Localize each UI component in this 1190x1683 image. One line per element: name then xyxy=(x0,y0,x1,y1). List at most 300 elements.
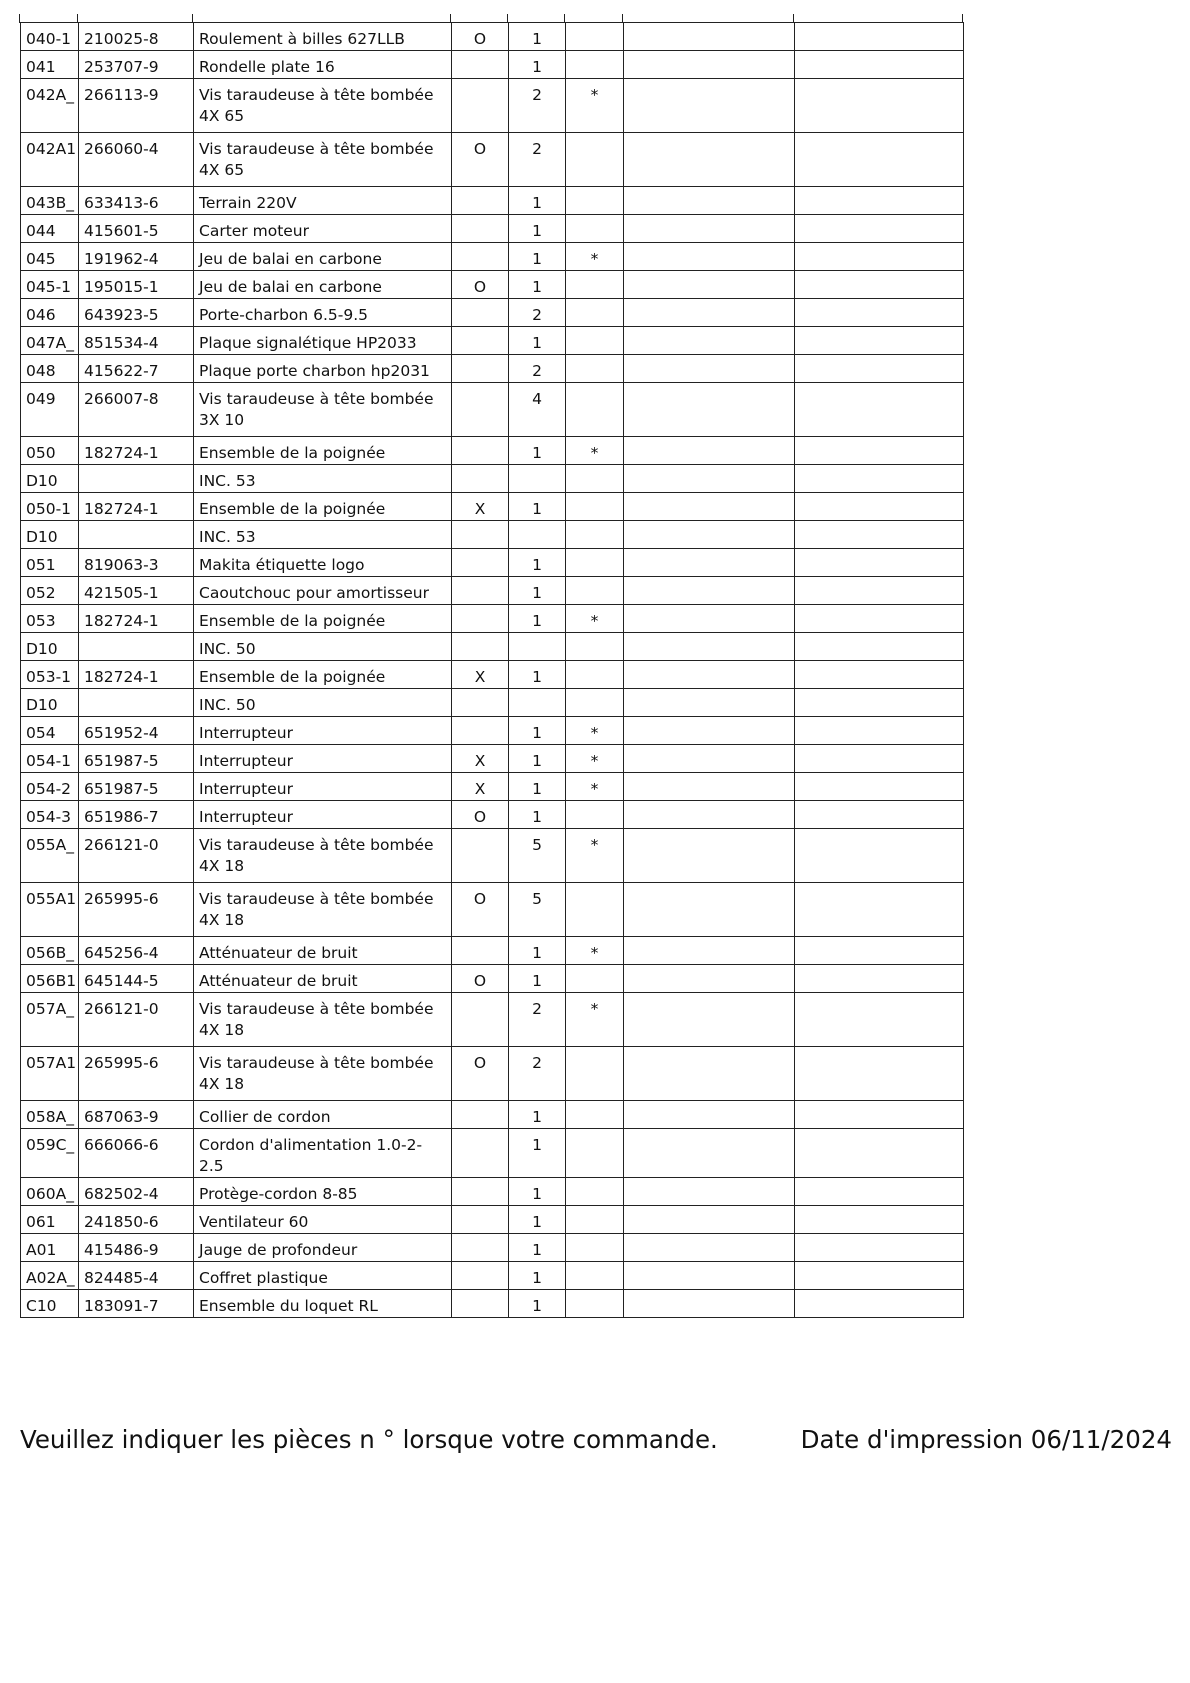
description-cell: Ensemble de la poignée xyxy=(194,493,452,521)
part-number-cell: 191962-4 xyxy=(79,243,194,271)
description-cell: Coffret plastique xyxy=(194,1262,452,1290)
blank-cell xyxy=(795,1101,964,1129)
mark-cell xyxy=(452,355,509,383)
note-cell xyxy=(566,521,624,549)
blank-cell xyxy=(795,271,964,299)
part-number-cell: 183091-7 xyxy=(79,1290,194,1318)
quantity-cell: 1 xyxy=(509,1262,566,1290)
table-row xyxy=(21,745,964,773)
description-cell: Vis taraudeuse à tête bombée 3X 10 xyxy=(194,383,452,437)
note-cell xyxy=(566,51,624,79)
blank-cell xyxy=(795,993,964,1047)
item-number-cell: 056B_ xyxy=(21,937,79,965)
blank-cell xyxy=(624,745,795,773)
blank-cell xyxy=(795,605,964,633)
table-row xyxy=(21,133,964,187)
note-cell xyxy=(566,661,624,689)
part-number-cell: 182724-1 xyxy=(79,661,194,689)
note-cell: * xyxy=(566,773,624,801)
quantity-cell xyxy=(509,633,566,661)
column-continuation-tick xyxy=(19,14,20,23)
note-cell xyxy=(566,271,624,299)
description-cell: Plaque signalétique HP2033 xyxy=(194,327,452,355)
blank-cell xyxy=(795,689,964,717)
blank-cell xyxy=(624,993,795,1047)
mark-cell: O xyxy=(452,133,509,187)
blank-cell xyxy=(795,465,964,493)
blank-cell xyxy=(795,745,964,773)
description-cell: Vis taraudeuse à tête bombée 4X 65 xyxy=(194,133,452,187)
blank-cell xyxy=(795,883,964,937)
blank-cell xyxy=(795,1234,964,1262)
description-cell: Ensemble de la poignée xyxy=(194,437,452,465)
note-cell: * xyxy=(566,605,624,633)
item-number-cell: 058A_ xyxy=(21,1101,79,1129)
note-cell xyxy=(566,965,624,993)
description-cell: Vis taraudeuse à tête bombée 4X 18 xyxy=(194,993,452,1047)
note-cell xyxy=(566,1101,624,1129)
mark-cell xyxy=(452,51,509,79)
item-number-cell: 053 xyxy=(21,605,79,633)
part-number-cell: 266060-4 xyxy=(79,133,194,187)
blank-cell xyxy=(624,327,795,355)
mark-cell: O xyxy=(452,965,509,993)
note-cell xyxy=(566,1206,624,1234)
blank-cell xyxy=(795,1047,964,1101)
parts-list-sheet xyxy=(20,22,964,1318)
note-cell xyxy=(566,1178,624,1206)
mark-cell xyxy=(452,383,509,437)
mark-cell xyxy=(452,993,509,1047)
description-cell: Interrupteur xyxy=(194,773,452,801)
part-number-cell: 182724-1 xyxy=(79,605,194,633)
part-number-cell: 645256-4 xyxy=(79,937,194,965)
blank-cell xyxy=(795,215,964,243)
table-row xyxy=(21,965,964,993)
blank-cell xyxy=(624,1206,795,1234)
description-cell: Porte-charbon 6.5-9.5 xyxy=(194,299,452,327)
quantity-cell: 2 xyxy=(509,299,566,327)
note-cell xyxy=(566,299,624,327)
column-continuation-tick xyxy=(564,14,565,23)
table-row xyxy=(21,801,964,829)
item-number-cell: 050-1 xyxy=(21,493,79,521)
item-number-cell: 055A1 xyxy=(21,883,79,937)
table-row xyxy=(21,187,964,215)
blank-cell xyxy=(624,383,795,437)
blank-cell xyxy=(624,271,795,299)
table-row xyxy=(21,243,964,271)
item-number-cell: 060A_ xyxy=(21,1178,79,1206)
part-number-cell: 210025-8 xyxy=(79,23,194,51)
mark-cell xyxy=(452,437,509,465)
table-row xyxy=(21,717,964,745)
quantity-cell: 1 xyxy=(509,1129,566,1178)
table-row xyxy=(21,1178,964,1206)
blank-cell xyxy=(795,187,964,215)
blank-cell xyxy=(795,437,964,465)
part-number-cell: 819063-3 xyxy=(79,549,194,577)
part-number-cell: 851534-4 xyxy=(79,327,194,355)
blank-cell xyxy=(795,133,964,187)
item-number-cell: 050 xyxy=(21,437,79,465)
quantity-cell: 1 xyxy=(509,1101,566,1129)
blank-cell xyxy=(795,633,964,661)
description-cell: Rondelle plate 16 xyxy=(194,51,452,79)
blank-cell xyxy=(795,549,964,577)
note-cell xyxy=(566,215,624,243)
blank-cell xyxy=(624,299,795,327)
description-cell: Vis taraudeuse à tête bombée 4X 65 xyxy=(194,79,452,133)
item-number-cell: 054-1 xyxy=(21,745,79,773)
column-continuation-tick xyxy=(450,14,451,23)
description-cell: Caoutchouc pour amortisseur xyxy=(194,577,452,605)
part-number-cell: 415601-5 xyxy=(79,215,194,243)
blank-cell xyxy=(624,51,795,79)
description-cell: Ensemble du loquet RL xyxy=(194,1290,452,1318)
description-cell: Vis taraudeuse à tête bombée 4X 18 xyxy=(194,883,452,937)
item-number-cell: 057A1 xyxy=(21,1047,79,1101)
note-cell: * xyxy=(566,745,624,773)
note-cell xyxy=(566,549,624,577)
item-number-cell: 045-1 xyxy=(21,271,79,299)
part-number-cell: 651987-5 xyxy=(79,745,194,773)
mark-cell xyxy=(452,1234,509,1262)
quantity-cell: 1 xyxy=(509,23,566,51)
note-cell: * xyxy=(566,829,624,883)
table-row xyxy=(21,23,964,51)
table-row xyxy=(21,993,964,1047)
blank-cell xyxy=(624,465,795,493)
part-number-cell: 266007-8 xyxy=(79,383,194,437)
item-number-cell: D10 xyxy=(21,465,79,493)
mark-cell xyxy=(452,577,509,605)
table-row xyxy=(21,661,964,689)
blank-cell xyxy=(795,773,964,801)
part-number-cell: 195015-1 xyxy=(79,271,194,299)
item-number-cell: D10 xyxy=(21,689,79,717)
table-row xyxy=(21,327,964,355)
quantity-cell: 1 xyxy=(509,1290,566,1318)
quantity-cell xyxy=(509,521,566,549)
table-row xyxy=(21,79,964,133)
blank-cell xyxy=(795,829,964,883)
note-cell: * xyxy=(566,437,624,465)
part-number-cell: 687063-9 xyxy=(79,1101,194,1129)
quantity-cell: 1 xyxy=(509,773,566,801)
blank-cell xyxy=(624,605,795,633)
description-cell: Vis taraudeuse à tête bombée 4X 18 xyxy=(194,829,452,883)
mark-cell xyxy=(452,1290,509,1318)
print-date: Date d'impression 06/11/2024 xyxy=(800,1425,1172,1454)
part-number-cell: 265995-6 xyxy=(79,883,194,937)
table-row xyxy=(21,1047,964,1101)
note-cell xyxy=(566,1129,624,1178)
part-number-cell: 651952-4 xyxy=(79,717,194,745)
table-row xyxy=(21,1101,964,1129)
table-row xyxy=(21,1206,964,1234)
item-number-cell: D10 xyxy=(21,521,79,549)
table-row xyxy=(21,521,964,549)
description-cell: Jeu de balai en carbone xyxy=(194,271,452,299)
mark-cell xyxy=(452,1101,509,1129)
mark-cell xyxy=(452,549,509,577)
description-cell: Jauge de profondeur xyxy=(194,1234,452,1262)
blank-cell xyxy=(624,773,795,801)
mark-cell xyxy=(452,937,509,965)
item-number-cell: 054-2 xyxy=(21,773,79,801)
mark-cell: X xyxy=(452,745,509,773)
mark-cell xyxy=(452,215,509,243)
table-row xyxy=(21,577,964,605)
blank-cell xyxy=(624,801,795,829)
part-number-cell: 265995-6 xyxy=(79,1047,194,1101)
item-number-cell: 041 xyxy=(21,51,79,79)
description-cell: INC. 50 xyxy=(194,689,452,717)
part-number-cell xyxy=(79,521,194,549)
blank-cell xyxy=(795,661,964,689)
mark-cell xyxy=(452,1206,509,1234)
description-cell: Ventilateur 60 xyxy=(194,1206,452,1234)
blank-cell xyxy=(795,577,964,605)
note-cell xyxy=(566,383,624,437)
quantity-cell: 2 xyxy=(509,133,566,187)
quantity-cell: 1 xyxy=(509,937,566,965)
item-number-cell: 045 xyxy=(21,243,79,271)
mark-cell xyxy=(452,187,509,215)
table-row xyxy=(21,299,964,327)
description-cell: Plaque porte charbon hp2031 xyxy=(194,355,452,383)
mark-cell xyxy=(452,689,509,717)
blank-cell xyxy=(624,133,795,187)
table-row xyxy=(21,1290,964,1318)
column-continuation-tick xyxy=(962,14,963,23)
quantity-cell: 2 xyxy=(509,355,566,383)
description-cell: Interrupteur xyxy=(194,745,452,773)
part-number-cell: 633413-6 xyxy=(79,187,194,215)
mark-cell xyxy=(452,465,509,493)
item-number-cell: 040-1 xyxy=(21,23,79,51)
blank-cell xyxy=(795,383,964,437)
part-number-cell xyxy=(79,633,194,661)
table-row xyxy=(21,1129,964,1178)
blank-cell xyxy=(624,23,795,51)
quantity-cell: 1 xyxy=(509,1178,566,1206)
quantity-cell: 2 xyxy=(509,1047,566,1101)
item-number-cell: 043B_ xyxy=(21,187,79,215)
mark-cell xyxy=(452,1178,509,1206)
table-row xyxy=(21,633,964,661)
mark-cell: X xyxy=(452,661,509,689)
description-cell: INC. 50 xyxy=(194,633,452,661)
blank-cell xyxy=(795,1178,964,1206)
blank-cell xyxy=(795,521,964,549)
part-number-cell: 182724-1 xyxy=(79,493,194,521)
description-cell: Terrain 220V xyxy=(194,187,452,215)
item-number-cell: A01 xyxy=(21,1234,79,1262)
quantity-cell: 1 xyxy=(509,1206,566,1234)
blank-cell xyxy=(795,1262,964,1290)
item-number-cell: A02A_ xyxy=(21,1262,79,1290)
blank-cell xyxy=(624,1262,795,1290)
part-number-cell xyxy=(79,465,194,493)
mark-cell xyxy=(452,521,509,549)
quantity-cell: 1 xyxy=(509,437,566,465)
item-number-cell: 049 xyxy=(21,383,79,437)
description-cell: Atténuateur de bruit xyxy=(194,937,452,965)
note-cell xyxy=(566,493,624,521)
table-row xyxy=(21,605,964,633)
blank-cell xyxy=(624,577,795,605)
note-cell xyxy=(566,465,624,493)
quantity-cell: 1 xyxy=(509,717,566,745)
table-row xyxy=(21,549,964,577)
quantity-cell xyxy=(509,689,566,717)
blank-cell xyxy=(795,79,964,133)
table-row xyxy=(21,51,964,79)
description-cell: Interrupteur xyxy=(194,717,452,745)
item-number-cell: 054 xyxy=(21,717,79,745)
blank-cell xyxy=(624,79,795,133)
part-number-cell: 182724-1 xyxy=(79,437,194,465)
note-cell xyxy=(566,23,624,51)
blank-cell xyxy=(624,549,795,577)
quantity-cell: 1 xyxy=(509,327,566,355)
description-cell: INC. 53 xyxy=(194,521,452,549)
quantity-cell: 1 xyxy=(509,271,566,299)
blank-cell xyxy=(624,521,795,549)
note-cell xyxy=(566,355,624,383)
blank-cell xyxy=(795,51,964,79)
table-row xyxy=(21,465,964,493)
item-number-cell: 055A_ xyxy=(21,829,79,883)
note-cell xyxy=(566,633,624,661)
part-number-cell: 643923-5 xyxy=(79,299,194,327)
note-cell xyxy=(566,327,624,355)
quantity-cell: 1 xyxy=(509,965,566,993)
blank-cell xyxy=(624,187,795,215)
note-cell: * xyxy=(566,243,624,271)
part-number-cell: 645144-5 xyxy=(79,965,194,993)
item-number-cell: 052 xyxy=(21,577,79,605)
blank-cell xyxy=(624,717,795,745)
blank-cell xyxy=(624,1101,795,1129)
item-number-cell: 056B1 xyxy=(21,965,79,993)
parts-table xyxy=(20,22,964,1318)
mark-cell xyxy=(452,299,509,327)
mark-cell: X xyxy=(452,493,509,521)
blank-cell xyxy=(624,937,795,965)
quantity-cell: 2 xyxy=(509,79,566,133)
blank-cell xyxy=(624,355,795,383)
part-number-cell: 266121-0 xyxy=(79,993,194,1047)
mark-cell xyxy=(452,717,509,745)
blank-cell xyxy=(795,965,964,993)
blank-cell xyxy=(795,327,964,355)
note-cell: * xyxy=(566,79,624,133)
note-cell xyxy=(566,1234,624,1262)
table-row xyxy=(21,1262,964,1290)
part-number-cell: 666066-6 xyxy=(79,1129,194,1178)
blank-cell xyxy=(795,1290,964,1318)
part-number-cell: 253707-9 xyxy=(79,51,194,79)
description-cell: Cordon d'alimentation 1.0-2-2.5 xyxy=(194,1129,452,1178)
item-number-cell: 059C_ xyxy=(21,1129,79,1178)
blank-cell xyxy=(795,493,964,521)
column-continuation-tick xyxy=(622,14,623,23)
mark-cell xyxy=(452,327,509,355)
blank-cell xyxy=(795,355,964,383)
item-number-cell: C10 xyxy=(21,1290,79,1318)
quantity-cell: 5 xyxy=(509,829,566,883)
blank-cell xyxy=(624,633,795,661)
table-row xyxy=(21,829,964,883)
note-cell: * xyxy=(566,717,624,745)
quantity-cell: 2 xyxy=(509,993,566,1047)
blank-cell xyxy=(624,1178,795,1206)
blank-cell xyxy=(624,883,795,937)
note-cell xyxy=(566,801,624,829)
quantity-cell: 1 xyxy=(509,51,566,79)
part-number-cell: 266113-9 xyxy=(79,79,194,133)
blank-cell xyxy=(624,1234,795,1262)
part-number-cell: 415486-9 xyxy=(79,1234,194,1262)
description-cell: Protège-cordon 8-85 xyxy=(194,1178,452,1206)
quantity-cell: 1 xyxy=(509,549,566,577)
note-cell xyxy=(566,1047,624,1101)
note-cell xyxy=(566,1290,624,1318)
quantity-cell: 1 xyxy=(509,801,566,829)
table-row xyxy=(21,773,964,801)
description-cell: Vis taraudeuse à tête bombée 4X 18 xyxy=(194,1047,452,1101)
note-cell: * xyxy=(566,937,624,965)
item-number-cell: 042A1 xyxy=(21,133,79,187)
quantity-cell: 5 xyxy=(509,883,566,937)
mark-cell xyxy=(452,1129,509,1178)
description-cell: INC. 53 xyxy=(194,465,452,493)
mark-cell xyxy=(452,1262,509,1290)
blank-cell xyxy=(624,1129,795,1178)
mark-cell xyxy=(452,243,509,271)
column-continuation-tick xyxy=(192,14,193,23)
description-cell: Carter moteur xyxy=(194,215,452,243)
item-number-cell: 061 xyxy=(21,1206,79,1234)
part-number-cell: 824485-4 xyxy=(79,1262,194,1290)
item-number-cell: 047A_ xyxy=(21,327,79,355)
part-number-cell: 241850-6 xyxy=(79,1206,194,1234)
blank-cell xyxy=(795,23,964,51)
table-row xyxy=(21,437,964,465)
item-number-cell: 053-1 xyxy=(21,661,79,689)
description-cell: Atténuateur de bruit xyxy=(194,965,452,993)
item-number-cell: 046 xyxy=(21,299,79,327)
quantity-cell xyxy=(509,465,566,493)
quantity-cell: 1 xyxy=(509,1234,566,1262)
item-number-cell: D10 xyxy=(21,633,79,661)
mark-cell: O xyxy=(452,883,509,937)
table-row xyxy=(21,1234,964,1262)
blank-cell xyxy=(795,299,964,327)
blank-cell xyxy=(795,1129,964,1178)
mark-cell: X xyxy=(452,773,509,801)
table-row xyxy=(21,355,964,383)
part-number-cell: 266121-0 xyxy=(79,829,194,883)
item-number-cell: 042A_ xyxy=(21,79,79,133)
table-row xyxy=(21,937,964,965)
note-cell xyxy=(566,577,624,605)
item-number-cell: 048 xyxy=(21,355,79,383)
description-cell: Roulement à billes 627LLB xyxy=(194,23,452,51)
